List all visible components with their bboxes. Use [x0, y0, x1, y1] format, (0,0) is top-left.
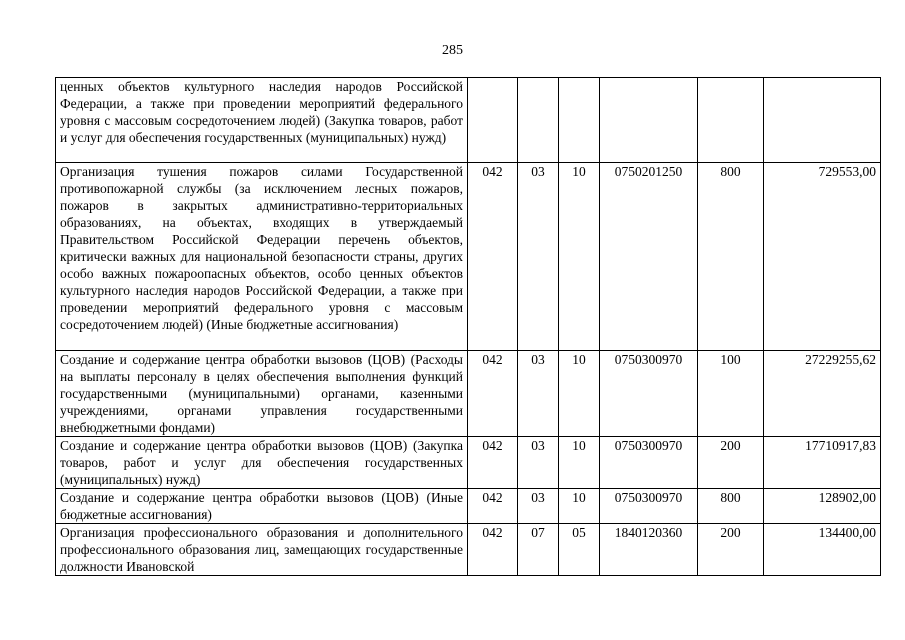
- section-code: 07: [518, 524, 559, 576]
- section-code: 03: [518, 351, 559, 437]
- amount-value: 729553,00: [764, 163, 881, 351]
- ministry-code: 042: [468, 351, 518, 437]
- subsection-code: 10: [559, 163, 600, 351]
- table-row: [56, 163, 881, 351]
- subsection-code: 05: [559, 524, 600, 576]
- row-description: Создание и содержание центра обработки вызовов (ЦОВ) (Расходы на выплаты персоналу в целях обеспечения выполнения функций государственными (муниципальными) органами, казенными учреждениями, органами управления государственными внебюджетными фондами): [56, 351, 468, 437]
- subsection-code: 10: [559, 489, 600, 524]
- row-description: Создание и содержание центра обработки вызовов (ЦОВ) (Закупка товаров, работ и услуг для обеспечения государственных (муниципальных) нужд): [56, 437, 468, 489]
- page-number: 285: [442, 43, 463, 58]
- amount-value: 17710917,83: [764, 437, 881, 489]
- section-code: 03: [518, 489, 559, 524]
- expense-type-code: 800: [698, 163, 764, 351]
- target-article-code: [600, 78, 698, 163]
- amount-value: 27229255,62: [764, 351, 881, 437]
- table-row: [56, 437, 881, 489]
- target-article-code: 0750201250: [600, 163, 698, 351]
- expense-type-code: 100: [698, 351, 764, 437]
- target-article-code: 0750300970: [600, 351, 698, 437]
- section-code: 03: [518, 163, 559, 351]
- ministry-code: 042: [468, 524, 518, 576]
- row-description: Организация тушения пожаров силами Государственной противопожарной службы (за исключением лесных пожаров, пожаров в закрытых административно-территориальных образованиях, на объектах, входящих в утверждаемый Правительством Российской Федерации перечень объектов, критически важных для национальной безопасности страны, других особо важных пожароопасных объектов, особо ценных объектов культурного наследия народов Российской Федерации, а также при проведении мероприятий федерального уровня с массовым сосредоточением людей) (Иные бюджетные ассигнования): [56, 163, 468, 351]
- expense-type-code: [698, 78, 764, 163]
- expense-type-code: 800: [698, 489, 764, 524]
- table-row: [56, 524, 881, 576]
- amount-value: 128902,00: [764, 489, 881, 524]
- amount-value: 134400,00: [764, 524, 881, 576]
- ministry-code: [468, 78, 518, 163]
- subsection-code: 10: [559, 351, 600, 437]
- row-description: Создание и содержание центра обработки вызовов (ЦОВ) (Иные бюджетные ассигнования): [56, 489, 468, 524]
- row-description: Организация профессионального образования и дополнительного профессионального образования лиц, замещающих государственные должности Ивановской: [56, 524, 468, 576]
- subsection-code: [559, 78, 600, 163]
- amount-value: [764, 78, 881, 163]
- section-code: 03: [518, 437, 559, 489]
- table-row: [56, 78, 881, 163]
- table-row: [56, 351, 881, 437]
- budget-table: [55, 77, 881, 576]
- expense-type-code: 200: [698, 524, 764, 576]
- table-row: [56, 489, 881, 524]
- target-article-code: 0750300970: [600, 489, 698, 524]
- subsection-code: 10: [559, 437, 600, 489]
- section-code: [518, 78, 559, 163]
- row-description: ценных объектов культурного наследия народов Российской Федерации, а также при проведении мероприятий федерального уровня с массовым сосредоточением людей) (Закупка товаров, работ и услуг для обеспечения государственных (муниципальных) нужд): [56, 78, 468, 163]
- ministry-code: 042: [468, 489, 518, 524]
- expense-type-code: 200: [698, 437, 764, 489]
- target-article-code: 0750300970: [600, 437, 698, 489]
- ministry-code: 042: [468, 437, 518, 489]
- target-article-code: 1840120360: [600, 524, 698, 576]
- ministry-code: 042: [468, 163, 518, 351]
